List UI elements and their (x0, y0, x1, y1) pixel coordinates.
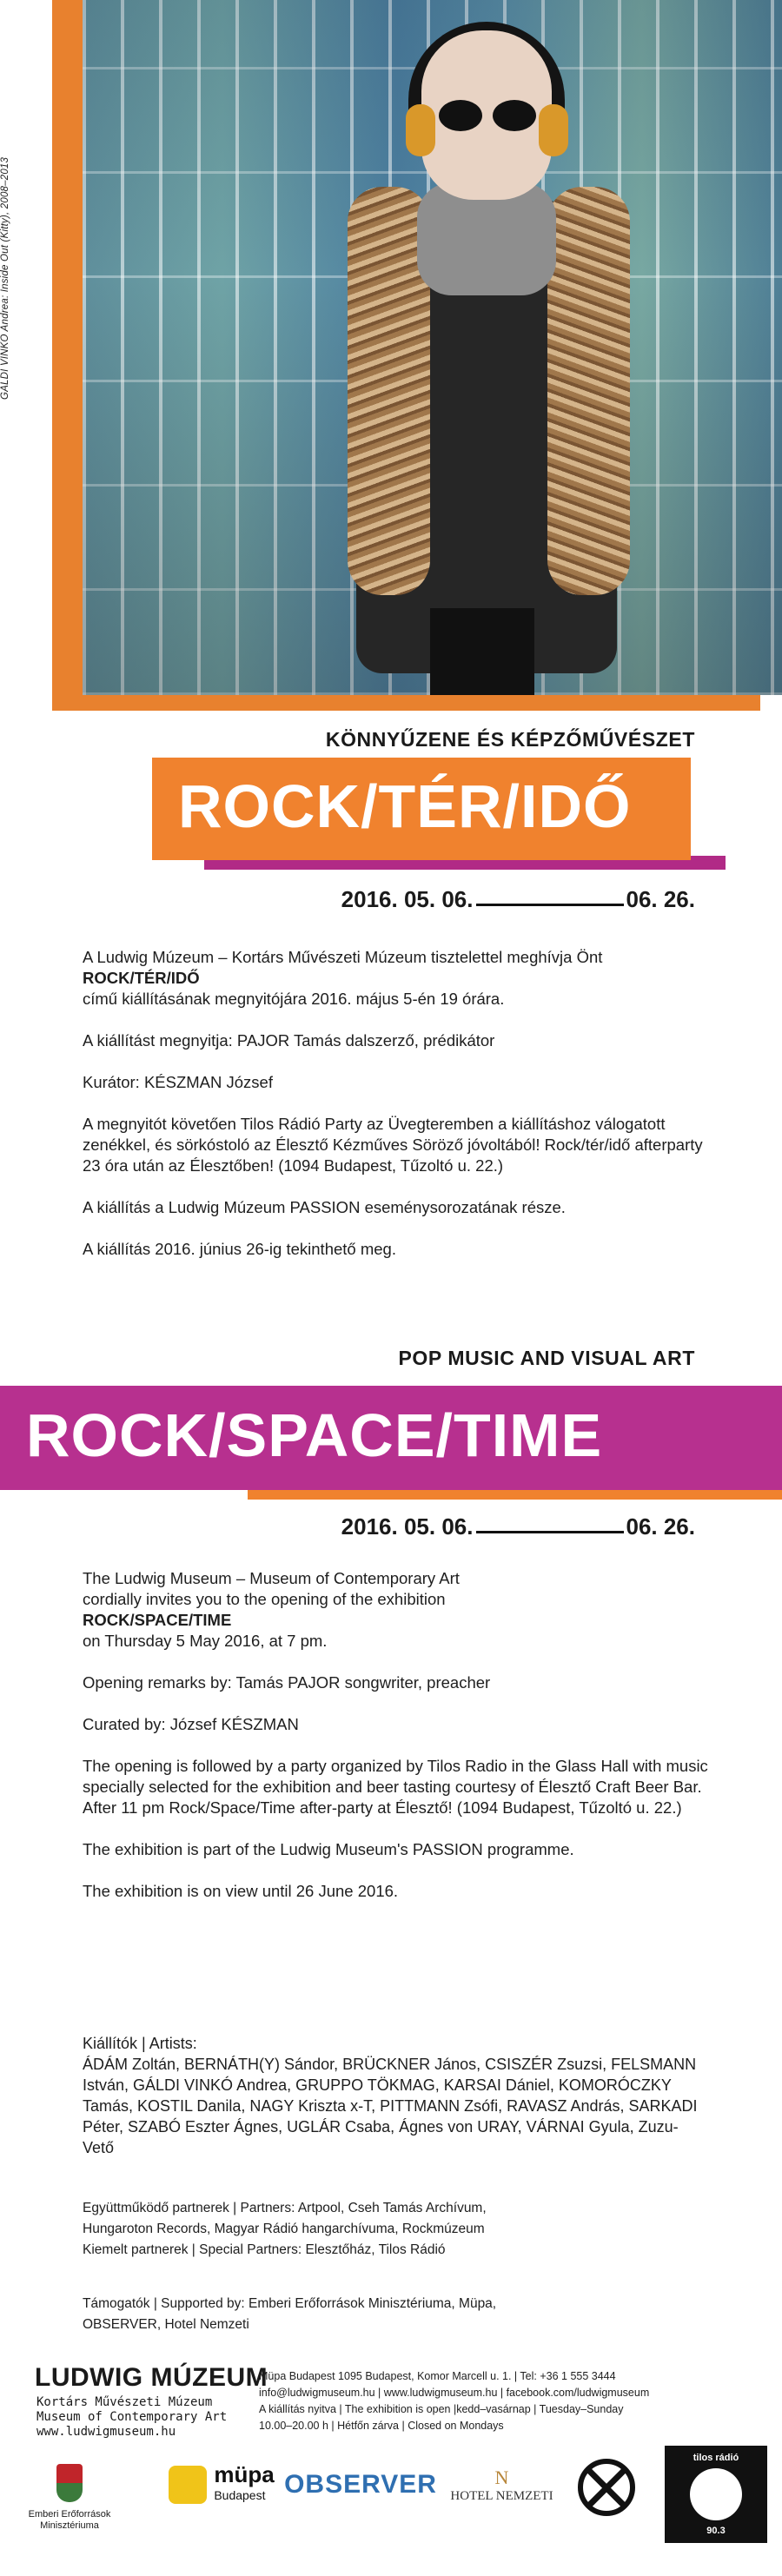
en-invite-line: The Ludwig Museum – Museum of Contemporary Art (83, 1569, 460, 1587)
eleszto-logo (573, 2446, 639, 2528)
supporters-line: Támogatók | Supported by: Emberi Erőforrások Minisztériuma, Müpa, (83, 2296, 497, 2311)
tilos-face-icon (690, 2468, 742, 2520)
en-passion: The exhibition is part of the Ludwig Museum's PASSION programme. (83, 1840, 574, 1858)
partners-line: Hungaroton Records, Magyar Rádió hangarchívuma, Rockmúzeum (83, 2222, 485, 2236)
en-title: ROCK/SPACE/TIME (26, 1401, 603, 1469)
en-date-start: 2016. 05. 06. (341, 1513, 474, 1540)
hu-date-end: 06. 26. (626, 886, 695, 912)
en-opening-remarks: Opening remarks by: Tamás PAJOR songwriter, preacher (83, 1673, 491, 1692)
hu-dates (341, 886, 695, 913)
museum-sub-en: Museum of Contemporary Art (36, 2410, 228, 2424)
supporters-line: OBSERVER, Hotel Nemzeti (83, 2317, 249, 2332)
observer-logo: OBSERVER (284, 2470, 437, 2499)
en-on-view: The exhibition is on view until 26 June 2016. (83, 1882, 399, 1900)
hu-exhibition-title: ROCK/TÉR/IDŐ (83, 969, 200, 987)
hu-invitation-text (83, 947, 708, 1281)
hu-curator: Kurátor: KÉSZMAN József (83, 1073, 273, 1091)
date-rule (476, 904, 624, 906)
ministry-logo: Emberi Erőforrások Minisztériuma (17, 2446, 122, 2550)
hotel-nemzeti-logo: N HOTEL NEMZETI (450, 2466, 553, 2503)
en-subtitle: POP MUSIC AND VISUAL ART (398, 1347, 695, 1369)
contact-links[interactable]: info@ludwigmuseum.hu | www.ludwigmuseum.hu | facebook.com/ludwigmuseum (259, 2387, 650, 2399)
partners-block (83, 2198, 708, 2261)
artists-heading: Kiállítók | Artists: (83, 2035, 197, 2052)
contact-address: Müpa Budapest 1095 Budapest, Komor Marcell u. 1. | Tel: +36 1 555 3444 (259, 2370, 616, 2382)
mupa-logo: müpa Budapest (161, 2446, 282, 2524)
mupa-mark-icon (169, 2466, 207, 2504)
en-invite-line-2: cordially invites you to the opening of the exhibition (83, 1590, 446, 1608)
contact-info (259, 2368, 649, 2434)
en-date-end: 06. 26. (626, 1513, 695, 1540)
hu-invite-line: A Ludwig Múzeum – Kortárs Művészeti Múzeum tisztelettel meghívja Önt (83, 948, 603, 966)
photo-credit: GÁLDI VINKÓ Andrea: Inside Out (Kitty), 2008–2013 (0, 156, 10, 400)
artists-block (83, 2033, 708, 2158)
en-dates (341, 1513, 695, 1540)
hero-photo (83, 0, 782, 695)
museum-sub-hu: Kortárs Művészeti Múzeum (36, 2395, 213, 2409)
date-rule (476, 1531, 624, 1533)
hu-date-start: 2016. 05. 06. (341, 886, 474, 912)
eleszto-mark-icon (566, 2447, 646, 2527)
hu-party-info: A megnyitót követően Tilos Rádió Party az Üvegteremben a kiállításhoz válogatott zenékkel, és sörkóstoló az Élesztő Kézműves Söröző jóvoltából! Rock/tér/idő afterparty 23 óra után az Élesztőben! (1094 Budapest, Tűzoltó u. 22.) (83, 1115, 703, 1175)
opening-hours: A kiállítás nyitva | The exhibition is open |kedd–vasárnap | Tuesday–Sunday (259, 2403, 624, 2415)
en-curator: Curated by: József KÉSZMAN (83, 1715, 299, 1733)
coat-of-arms-icon (56, 2464, 83, 2502)
en-invite-date: on Thursday 5 May 2016, at 7 pm. (83, 1632, 328, 1650)
hu-on-view: A kiállítás 2016. június 26-ig tekinthető meg. (83, 1240, 396, 1258)
artists-list: ÁDÁM Zoltán, BERNÁTH(Y) Sándor, BRÜCKNER János, CSISZÉR Zsuzsi, FELSMANN István, GÁLDI VINKÓ Andrea, GRUPPO TÖKMAG, KARSAI Dániel, KOMORÓCZKY Tamás, KOSTIL Danila, NAGY Kriszta x-T, PITTMANN Zsófi, RAVASZ András, SARKADI Péter, SZABÓ Eszter Ágnes, UGLÁR Csaba, Ágnes von URAY, VÁRNAI Gyula, Zuzu-Vető (83, 2056, 698, 2156)
en-exhibition-title: ROCK/SPACE/TIME (83, 1611, 232, 1629)
en-party-info: The opening is followed by a party organized by Tilos Radio in the Glass Hall with music specially selected for the exhibition and beer tasting courtesy of Élesztő Craft Beer Bar. After 11 pm Rock/Space/Time after-party at Élesztő! (1094 Budapest, Tűzoltó u. 22.) (83, 1757, 708, 1817)
en-invitation-text (83, 1568, 708, 1923)
partners-line: Együttműködő partnerek | Partners: Artpool, Cseh Tamás Archívum, (83, 2201, 487, 2215)
opening-hours-times: 10.00–20.00 h | Hétfőn zárva | Closed on Mondays (259, 2420, 504, 2432)
museum-name: LUDWIG MÚZEUM (35, 2363, 268, 2392)
supporters-block (83, 2294, 708, 2335)
museum-subtitle (36, 2395, 227, 2440)
special-partners-line: Kiemelt partnerek | Special Partners: Elesztőház, Tilos Rádió (83, 2242, 446, 2257)
hu-opening-remarks: A kiállítást megnyitja: PAJOR Tamás dalszerző, prédikátor (83, 1031, 495, 1050)
hu-passion: A kiállítás a Ludwig Múzeum PASSION eseménysorozatának része. (83, 1198, 566, 1216)
hu-title: ROCK/TÉR/IDŐ (178, 772, 632, 840)
tilos-radio-logo: tilos rádió 90.3 (665, 2446, 767, 2543)
hu-invite-date: című kiállításának megnyitójára 2016. május 5-én 19 órára. (83, 990, 505, 1008)
hu-subtitle: KÖNNYŰZENE ÉS KÉPZŐMŰVÉSZET (325, 728, 695, 751)
museum-web-link[interactable]: www.ludwigmuseum.hu (36, 2425, 176, 2439)
